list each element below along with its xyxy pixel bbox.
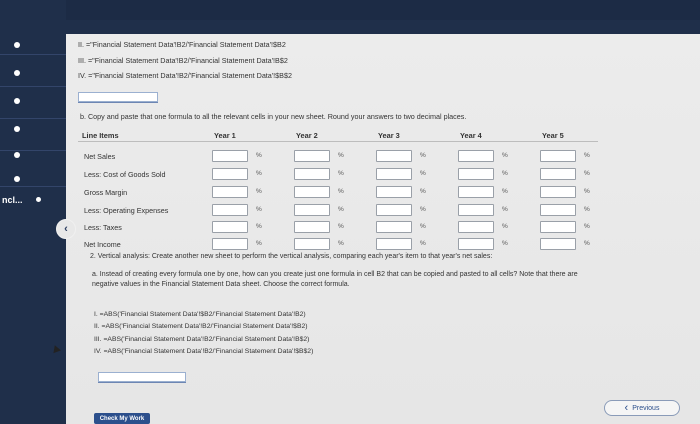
percent-sign: % (256, 206, 262, 213)
percent-sign: % (338, 206, 344, 213)
check-my-work-button[interactable]: Check My Work (94, 413, 150, 424)
percent-input[interactable] (376, 204, 412, 216)
sidebar-divider (0, 186, 66, 187)
percent-input[interactable] (376, 221, 412, 233)
percent-sign: % (256, 170, 262, 177)
percent-sign: % (584, 170, 590, 177)
percent-input[interactable] (294, 221, 330, 233)
percent-input[interactable] (458, 238, 494, 250)
percent-input[interactable] (540, 238, 576, 250)
percent-sign: % (420, 188, 426, 195)
percent-sign: % (584, 188, 590, 195)
percent-input[interactable] (540, 168, 576, 180)
sidebar-item-dot[interactable] (14, 176, 20, 182)
percent-input[interactable] (540, 204, 576, 216)
sidebar-item-dot[interactable] (14, 98, 20, 104)
percent-input[interactable] (540, 221, 576, 233)
percent-sign: % (420, 170, 426, 177)
percent-sign: % (502, 223, 508, 230)
percent-sign: % (502, 240, 508, 247)
back-button[interactable] (56, 219, 76, 239)
option-line: III. ="Financial Statement Data'!B2/'Financial Statement Data'!B$2 (78, 56, 288, 65)
col-header: Year 3 (378, 131, 400, 140)
chevron-left-icon: ‹ (624, 402, 629, 414)
percent-input[interactable] (458, 168, 494, 180)
percent-sign: % (420, 240, 426, 247)
formula-option: IV. =ABS('Financial Statement Data'!B2/'Financial Statement Data'!$B$2) (94, 348, 314, 355)
percent-sign: % (420, 223, 426, 230)
percent-input[interactable] (376, 150, 412, 162)
option-line: II. ="Financial Statement Data'!B2/'Financial Statement Data'!$B2 (78, 40, 286, 49)
percent-sign: % (502, 206, 508, 213)
percent-sign: % (338, 223, 344, 230)
percent-sign: % (502, 170, 508, 177)
previous-label: Previous (632, 404, 660, 412)
answer-dropdown[interactable] (78, 92, 158, 102)
percent-sign: % (338, 170, 344, 177)
percent-sign: % (256, 223, 262, 230)
row-label: Less: Cost of Goods Sold (84, 170, 166, 179)
percent-sign: % (256, 152, 262, 159)
part-b-instructions: b. Copy and paste that one formula to all the relevant cells in your new sheet. Round your answers to two decimal places. (80, 112, 467, 121)
percent-sign: % (338, 188, 344, 195)
row-label: Gross Margin (84, 188, 128, 197)
percent-sign: % (584, 223, 590, 230)
previous-button[interactable] (604, 400, 680, 416)
percent-input[interactable] (540, 186, 576, 198)
percent-input[interactable] (212, 168, 248, 180)
col-header: Year 2 (296, 131, 318, 140)
percent-sign: % (420, 206, 426, 213)
percent-input[interactable] (212, 238, 248, 250)
percent-input[interactable] (458, 204, 494, 216)
col-header: Year 5 (542, 131, 564, 140)
percent-input[interactable] (212, 186, 248, 198)
percent-sign: % (256, 240, 262, 247)
percent-sign: % (502, 188, 508, 195)
percent-input[interactable] (376, 168, 412, 180)
part-a-instructions: a. Instead of creating every formula one by one, how can you create just one formula in cell B2 that can be copied and pasted to all cells? Note that there are negative values in the Financial Statement Data sheet. Choose the correct formula. (92, 271, 578, 288)
percent-input[interactable] (458, 150, 494, 162)
sidebar-divider (0, 86, 66, 87)
percent-sign: % (338, 240, 344, 247)
percent-input[interactable] (458, 186, 494, 198)
col-header: Year 4 (460, 131, 482, 140)
formula-option: III. =ABS('Financial Statement Data'!B2/'Financial Statement Data'!B$2) (94, 336, 310, 343)
percent-sign: % (338, 152, 344, 159)
chevron-left-icon: ‹ (64, 223, 68, 235)
sidebar-divider (0, 54, 66, 55)
formula-option: II. =ABS('Financial Statement Data'!B2/'Financial Statement Data'!$B2) (94, 323, 308, 330)
sidebar-item-dot[interactable] (14, 126, 20, 132)
percent-input[interactable] (212, 150, 248, 162)
answer-dropdown[interactable] (98, 372, 186, 382)
percent-sign: % (584, 240, 590, 247)
sidebar-item-label[interactable]: ncl... (2, 195, 23, 205)
option-line: IV. ="Financial Statement Data'!B2/'Financial Statement Data'!$B$2 (78, 71, 292, 80)
percent-input[interactable] (294, 168, 330, 180)
sidebar-item-dot[interactable] (14, 42, 20, 48)
formula-option: I. =ABS('Financial Statement Data'!$B2/'Financial Statement Data'!B2) (94, 311, 306, 318)
percent-input[interactable] (376, 186, 412, 198)
percent-sign: % (584, 206, 590, 213)
percent-input[interactable] (294, 238, 330, 250)
sidebar-divider (0, 150, 66, 151)
percent-input[interactable] (294, 150, 330, 162)
header-strip (66, 20, 700, 34)
vertical-analysis-title: 2. Vertical analysis: Create another new sheet to perform the vertical analysis, comparing each year's item to that year's net sales: (90, 253, 493, 260)
row-label: Less: Operating Expenses (84, 206, 169, 215)
percent-sign: % (420, 152, 426, 159)
table-header (78, 128, 598, 142)
percent-input[interactable] (458, 221, 494, 233)
percent-input[interactable] (212, 204, 248, 216)
sidebar-item-dot[interactable] (14, 152, 20, 158)
percent-input[interactable] (540, 150, 576, 162)
row-label: Net Sales (84, 152, 116, 161)
row-label: Less: Taxes (84, 223, 122, 232)
row-label: Net Income (84, 240, 121, 249)
percent-input[interactable] (212, 221, 248, 233)
col-header: Year 1 (214, 131, 236, 140)
sidebar-item-dot (36, 197, 41, 202)
sidebar-divider (0, 118, 66, 119)
percent-input[interactable] (376, 238, 412, 250)
percent-input[interactable] (294, 204, 330, 216)
percent-sign: % (502, 152, 508, 159)
percent-sign: % (256, 188, 262, 195)
sidebar-item-dot[interactable] (14, 70, 20, 76)
col-header: Line Items (82, 131, 119, 140)
percent-sign: % (584, 152, 590, 159)
sidebar (0, 0, 66, 424)
percent-input[interactable] (294, 186, 330, 198)
